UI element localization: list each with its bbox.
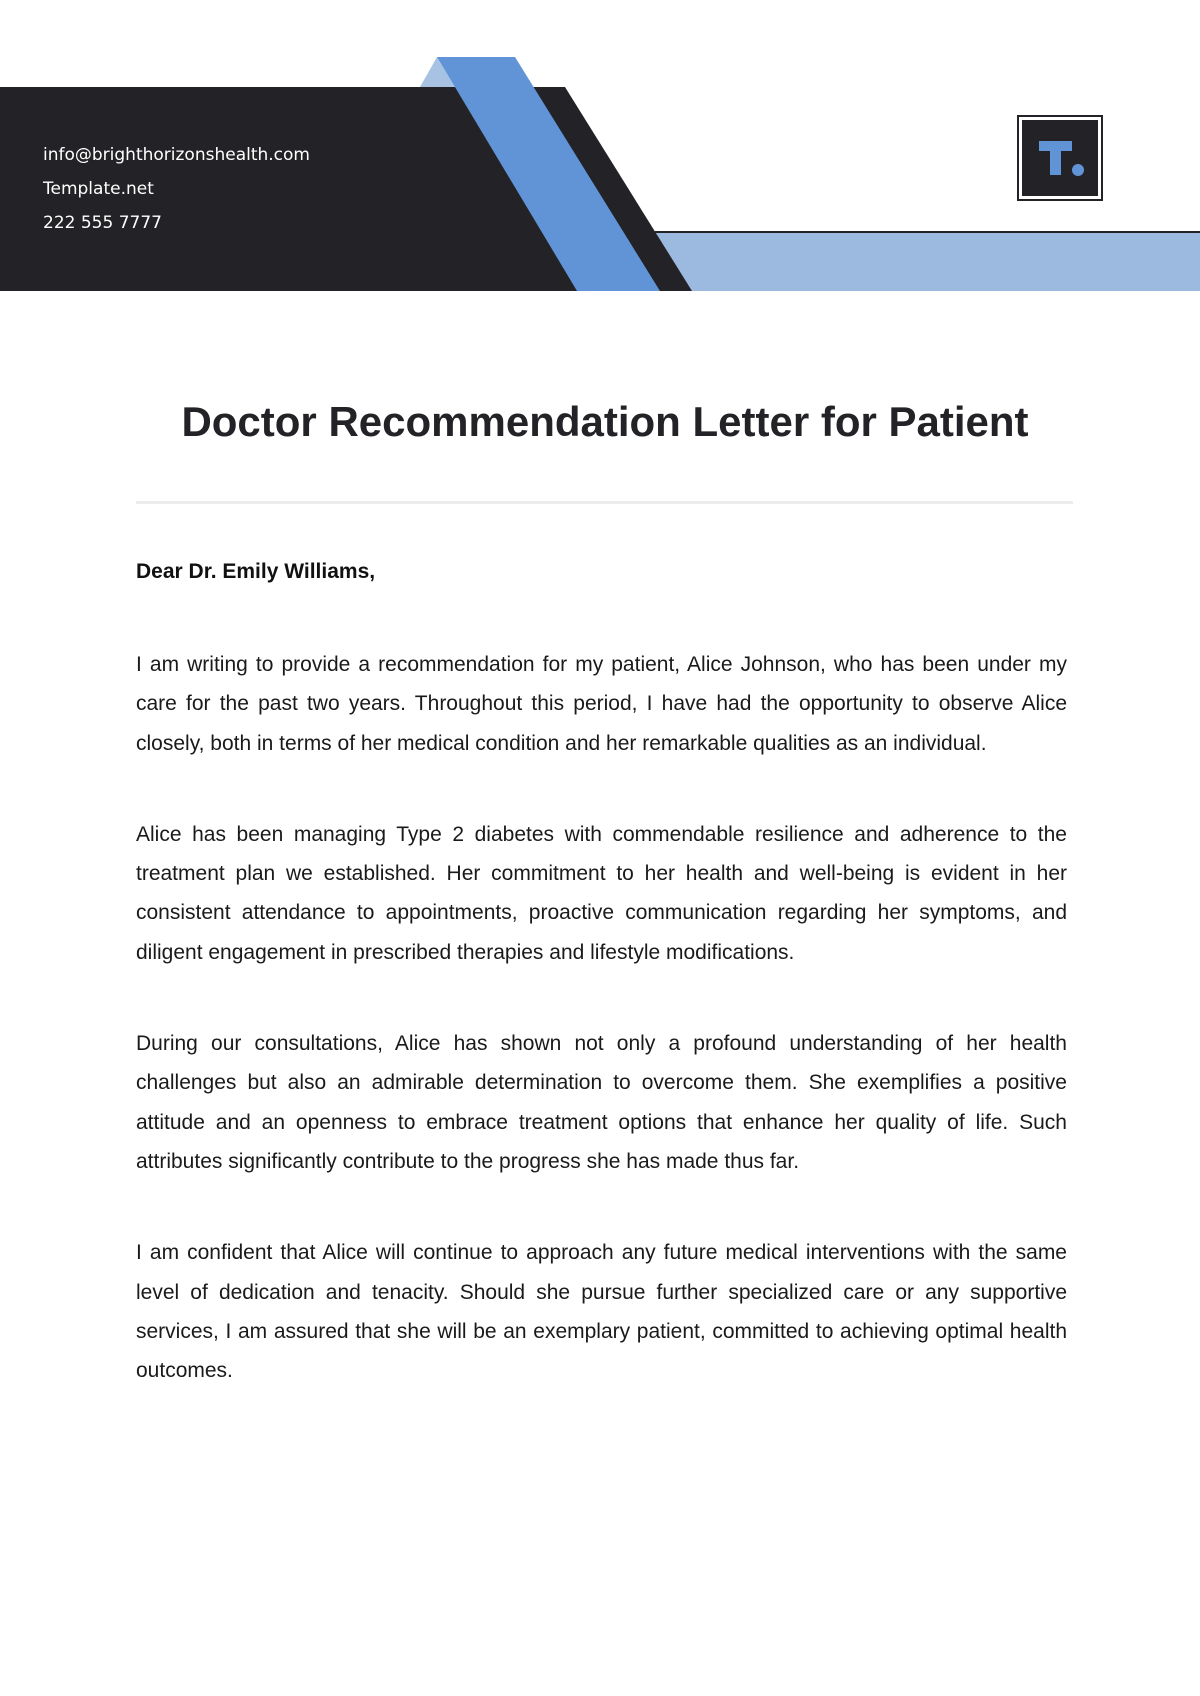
salutation: Dear Dr. Emily Williams, — [136, 560, 376, 583]
contact-info — [43, 138, 310, 240]
contact-phone: 222 555 7777 — [43, 213, 162, 233]
paragraph: I am writing to provide a recommendation for my patient, Alice Johnson, who has been under my care for the past two years. Throughout this period, I have had the opportunity to observe Alice closely, both in terms of her medical condition and her remarkable qualities as an individual. — [136, 653, 1067, 755]
paragraph: Alice has been managing Type 2 diabetes with commendable resilience and adherence to the treatment plan we established. Her commitment to her health and well-being is evident in her consistent attendance to appointments, proactive communication regarding her symptoms, and diligent engagement in prescribed therapies and lifestyle modifications. — [136, 822, 1067, 964]
page-title: Doctor Recommendation Letter for Patient — [181, 398, 1029, 445]
logo-letter-icon — [1022, 120, 1098, 196]
letter-body — [136, 645, 1067, 1442]
header-light-band — [655, 232, 1200, 291]
contact-email[interactable]: info@brighthorizonshealth.com — [43, 145, 310, 165]
title-divider — [136, 501, 1073, 504]
contact-website[interactable]: Template.net — [43, 179, 154, 199]
logo-mark — [1022, 120, 1098, 196]
template-net-logo-icon — [1017, 115, 1103, 201]
paragraph: During our consultations, Alice has shown not only a profound understanding of her health challenges but also an admirable determination to overcome them. She exemplifies a positive attitude and an openness to embrace treatment options that enhance her quality of life. Such attributes significantly contribute to the progress she has made thus far. — [136, 1032, 1067, 1173]
paragraph: I am confident that Alice will continue to approach any future medical interventions with the same level of dedication and tenacity. Should she pursue further specialized care or any supportive services, I am assured that she will be an exemplary patient, committed to achieving optimal health outcomes. — [136, 1241, 1067, 1383]
